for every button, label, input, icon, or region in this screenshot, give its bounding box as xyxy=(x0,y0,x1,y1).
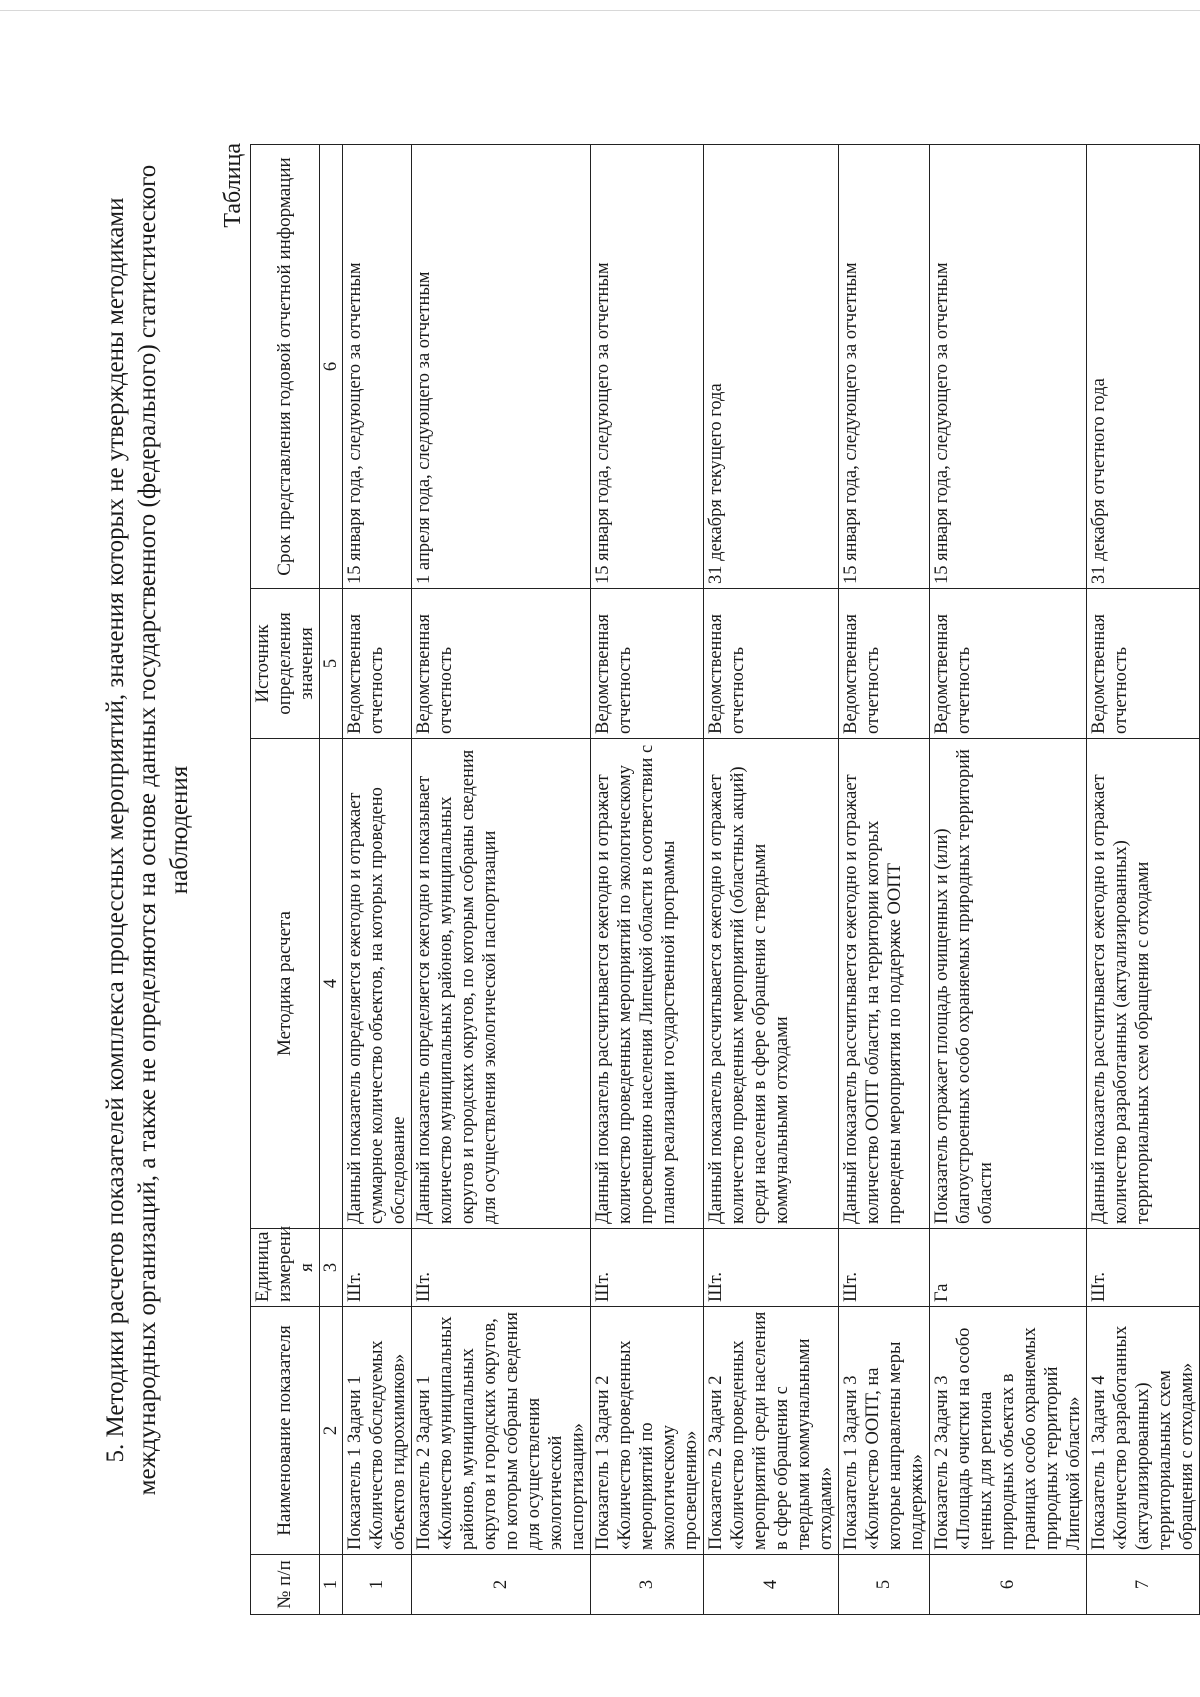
calculation-method: Данный показатель рассчитывается ежегодно и отражает количество разработанных (актуализированных) территориальных схем обращения с отходами xyxy=(1087,739,1200,1229)
col-header-source: Источник определения значения xyxy=(251,589,320,739)
indicator-name: Показатель 1 Задачи 3 «Количество ООПТ, на которые направлены меры поддержки» xyxy=(839,1307,930,1555)
indicators-table xyxy=(250,144,1200,1615)
indicator-unit: Шт. xyxy=(1087,1229,1200,1307)
report-deadline: 1 апреля года, следующего за отчетным xyxy=(412,145,591,589)
row-number: 4 xyxy=(704,1555,839,1615)
indicator-unit: Шт. xyxy=(591,1229,704,1307)
col-header-name: Наименование показателя xyxy=(251,1307,320,1555)
value-source: Ведомственная отчетность xyxy=(839,589,930,739)
col-number: 5 xyxy=(320,589,343,739)
table-row xyxy=(412,145,591,1615)
col-header-number: № п/п xyxy=(251,1555,320,1615)
rotated-page xyxy=(100,55,1200,1655)
scan-top-edge xyxy=(0,10,1200,11)
indicator-unit: Га xyxy=(930,1229,1087,1307)
value-source: Ведомственная отчетность xyxy=(412,589,591,739)
table-row xyxy=(930,145,1087,1615)
report-deadline: 31 декабря текущего года xyxy=(704,145,839,589)
calculation-method: Данный показатель рассчитывается ежегодно и отражает количество проведенных мероприятий по экологическому просвещению населения Липецкой области в соответствии с планом реализации государственной программы xyxy=(591,739,704,1229)
report-deadline: 31 декабря отчетного года xyxy=(1087,145,1200,589)
calculation-method: Данный показатель определяется ежегодно и показывает количество муниципальных районов, муниципальных округов и городских округов, по которым собраны сведения для осуществления экологической паспортизации xyxy=(412,739,591,1229)
table-row xyxy=(343,145,412,1615)
col-header-deadline: Срок представления годовой отчетной информации xyxy=(251,145,320,589)
indicator-unit: Шт. xyxy=(839,1229,930,1307)
indicator-unit: Шт. xyxy=(343,1229,412,1307)
section-heading: 5. Методики расчетов показателей комплекса процессных мероприятий, значения которых не утверждены методиками международных организаций, а также не определяются на основе данных государственного (федерального) статистического наблюдения xyxy=(102,164,193,1496)
indicator-unit: Шт. xyxy=(704,1229,839,1307)
report-deadline: 15 января года, следующего за отчетным xyxy=(839,145,930,589)
col-number: 6 xyxy=(320,145,343,589)
col-header-method: Методика расчета xyxy=(251,739,320,1229)
col-number: 2 xyxy=(320,1307,343,1555)
calculation-method: Данный показатель определяется ежегодно и отражает суммарное количество объектов, на которых проведено обследование xyxy=(343,739,412,1229)
row-number: 2 xyxy=(412,1555,591,1615)
value-source: Ведомственная отчетность xyxy=(591,589,704,739)
column-number-row xyxy=(320,145,343,1615)
col-header-unit: Единица измерени я xyxy=(251,1229,320,1307)
calculation-method: Данный показатель рассчитывается ежегодно и отражает количество ООПТ области, на территории которых проведены мероприятия по поддержке ООПТ xyxy=(839,739,930,1229)
row-number: 7 xyxy=(1087,1555,1200,1615)
indicator-name: Показатель 1 Задачи 1 «Количество обследуемых объектов гидрохимиков» xyxy=(343,1307,412,1555)
indicator-name: Показатель 1 Задачи 4 «Количество разработанных (актуализированных) территориальных схем обращения с отходами» xyxy=(1087,1307,1200,1555)
report-deadline: 15 января года, следующего за отчетным xyxy=(591,145,704,589)
col-number: 3 xyxy=(320,1229,343,1307)
indicator-name: Показатель 2 Задачи 3 «Площадь очистки на особо ценных для региона природных объектах в границах особо охраняемых природных территорий Липецкой области» xyxy=(930,1307,1087,1555)
value-source: Ведомственная отчетность xyxy=(343,589,412,739)
report-deadline: 15 января года, следующего за отчетным xyxy=(930,145,1087,589)
col-number: 1 xyxy=(320,1555,343,1615)
calculation-method: Показатель отражает площадь очищенных и (или) благоустроенных особо охраняемых природных территорий области xyxy=(930,739,1087,1229)
report-deadline: 15 января года, следующего за отчетным xyxy=(343,145,412,589)
table-row xyxy=(839,145,930,1615)
calculation-method: Данный показатель рассчитывается ежегодно и отражает количество проведенных мероприятий (областных акций) среди населения в сфере обращения с твердыми коммунальными отходами xyxy=(704,739,839,1229)
indicator-unit: Шт. xyxy=(412,1229,591,1307)
value-source: Ведомственная отчетность xyxy=(704,589,839,739)
table-header-row xyxy=(251,145,320,1615)
indicator-name: Показатель 1 Задачи 2 «Количество проведенных мероприятий по экологическому просвещению» xyxy=(591,1307,704,1555)
table-row xyxy=(1087,145,1200,1615)
col-number: 4 xyxy=(320,739,343,1229)
table-row xyxy=(591,145,704,1615)
indicator-name: Показатель 2 Задачи 1 «Количество муниципальных районов, муниципальных округов и городских округов, по которым собраны сведения для осуществления экологической паспортизации» xyxy=(412,1307,591,1555)
row-number: 3 xyxy=(591,1555,704,1615)
value-source: Ведомственная отчетность xyxy=(1087,589,1200,739)
value-source: Ведомственная отчетность xyxy=(930,589,1087,739)
row-number: 6 xyxy=(930,1555,1087,1615)
table-caption: Таблица xyxy=(220,143,246,228)
indicator-name: Показатель 2 Задачи 2 «Количество проведенных мероприятий среди населения в сфере обращения с твердыми коммунальными отходами» xyxy=(704,1307,839,1555)
row-number: 5 xyxy=(839,1555,930,1615)
table-row xyxy=(704,145,839,1615)
row-number: 1 xyxy=(343,1555,412,1615)
